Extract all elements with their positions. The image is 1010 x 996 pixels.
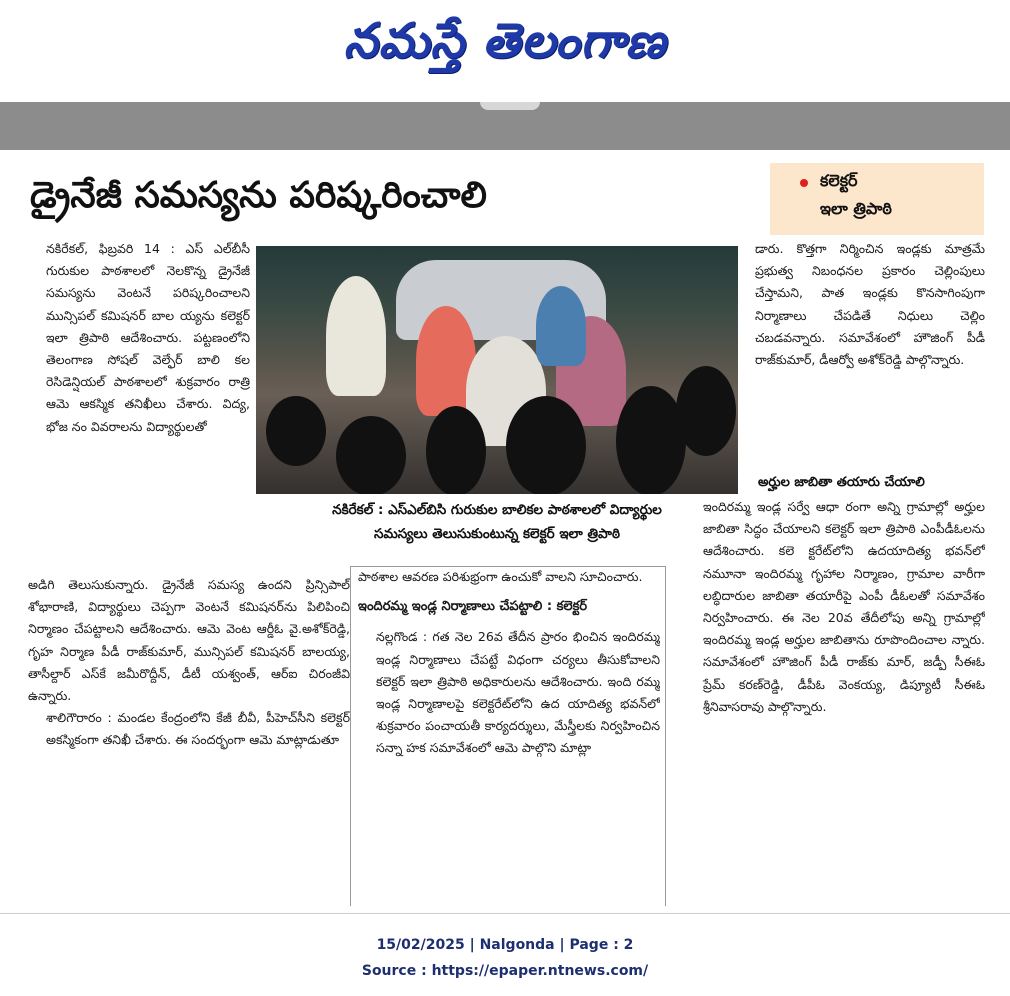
footer-date-edition: 15/02/2025 | Nalgonda | Page : 2 bbox=[376, 937, 634, 953]
paragraph: నల్లగొండ : గత నెల 26వ తేదీన ప్రారం భించిన ఇందిరమ్మ ఇండ్ల నిర్మాణాలు చేపట్టే విధంగా చర్యలు తీసుకోవాలని కలెక్టర్ ఇలా త్రిపాఠి అధికారులను ఆదేశించారు. ఇంది రమ్మ ఇండ్ల నిర్మాణాలపై కలెక్టరేట్‌లోని ఉద యాదిత్య భవన్‌లో శుక్రవారం పంచాయతీ కార్యదర్శులు, మేస్త్రీలకు నిర్వహించిన సన్నా హక సమావేశంలో ఆమె పాల్గొని మాట్లా bbox=[376, 629, 660, 756]
byline-box bbox=[770, 163, 984, 235]
photo-head bbox=[266, 396, 326, 466]
photo-person bbox=[536, 286, 586, 366]
photo-person bbox=[326, 276, 386, 396]
caption-line: సమస్యలు తెలుసుకుంటున్న కలెక్టర్ ఇలా త్రిపాఠి bbox=[374, 526, 620, 542]
paragraph: నకిరేకల్, ఫిబ్రవరి 14 : ఎస్ ఎల్‌బీసీ గురుకుల పాఠశాలలో నెలకొన్న డ్రైనేజీ సమస్యను వెంటనే పరిష్కరించాలని మున్సిపల్ కమిషనర్ బాల య్యను కలెక్టర్ ఇలా త్రిపాఠి ఆదేశించారు. పట్టణంలోని తెలంగాణ సోషల్ వెల్ఫేర్ బాలి కల రెసిడెన్షియల్ పాఠశాలలో శుక్రవారం రాత్రి ఆమె ఆకస్మిక తనిఖీలు చేశారు. విద్య, భోజ నం వివరాలను విద్యార్థులతో bbox=[46, 241, 250, 434]
article-headline: డ్రైనేజీ సమస్యను పరిష్కరించాలి bbox=[30, 175, 487, 216]
news-photo bbox=[256, 246, 738, 494]
footer bbox=[0, 932, 1010, 984]
section-divider bbox=[350, 566, 665, 567]
photo-head bbox=[506, 396, 586, 494]
page-divider bbox=[0, 913, 1010, 914]
byline-title: కలెక్టర్ bbox=[820, 171, 858, 190]
bullet-icon bbox=[800, 179, 808, 187]
photo-head bbox=[336, 416, 406, 494]
byline-name: ఇలా త్రిపాఠి bbox=[820, 199, 892, 218]
article-column-right-continued bbox=[685, 496, 985, 886]
column-divider bbox=[665, 566, 666, 906]
masthead bbox=[0, 0, 1010, 100]
article-column-right bbox=[755, 238, 985, 466]
article-column-1 bbox=[28, 238, 250, 568]
paragraph: పాఠశాల ఆవరణ పరిశుభ్రంగా ఉంచుకో వాలని సూచించారు. bbox=[358, 569, 643, 584]
newspaper-logo: నమస్తే తెలంగాణ bbox=[343, 13, 667, 69]
footer-source: Source : https://epaper.ntnews.com/ bbox=[361, 963, 649, 979]
header-band bbox=[0, 102, 1010, 150]
band-notch bbox=[480, 102, 540, 110]
paragraph: ఇందిరమ్మ ఇండ్ల సర్వే ఆధా రంగా అన్ని గ్రామాల్లో అర్హుల జాబితా సిద్ధం చేయాలని కలెక్టర్ ఇలా త్రిపాఠి ఎంపీడీఓలను ఆదేశించారు. కలె క్టరేట్‌లోని ఉదయాదిత్య భవన్‌లో నమూనా ఇందిరమ్మ గృహాల నిర్మాణం, గ్రామాల వారీగా లబ్ధిదారుల జాబితా తయారీపై ఎంపీ డీఓలతో సమావేశం నిర్వహించారు. ఈ నెల 20వ తేదీలోపు అన్ని గ్రామాల్లో ఇందిరమ్మ ఇండ్ల అర్హుల జాబితాను రూపొందించాల న్నారు. సమావేశంలో హౌజింగ్ పీడీ రాజ్‌కు మార్, జడ్పీ సీఈఓ ప్రేమ్ కరణ్‌రెడ్డి, డీపీఓ వెంకయ్య, డిప్యూటీ సీఈఓ శ్రీనివాసరావు పాల్గొన్నారు. bbox=[703, 499, 985, 714]
photo-caption bbox=[256, 498, 738, 552]
photo-head bbox=[426, 406, 486, 494]
photo-head bbox=[676, 366, 736, 456]
paragraph: డారు. కొత్తగా నిర్మించిన ఇండ్లకు మాత్రమే ప్రభుత్వ నిబంధనల ప్రకారం చెల్లింపులు చేస్తామని, పాత ఇండ్లకు కొనసాగింపుగా నిర్మాణాలు చేపడితే నిధులు చెల్లిం చబడవన్నారు. సమావేశంలో హౌజింగ్ పీడీ రాజ్‌కుమార్, డీఆర్వో అశోక్‌రెడ్డి పాల్గొన్నారు. bbox=[755, 241, 985, 368]
sub-heading: అర్హుల జాబితా తయారు చేయాలి bbox=[758, 475, 925, 490]
sub-heading: ఇందిరమ్మ ఇండ్ల నిర్మాణాలు చేపట్టాలి : కలెక్టర్ bbox=[358, 599, 588, 615]
paragraph: అడిగి తెలుసుకున్నారు. డ్రైనేజీ సమస్య ఉందని ప్రిన్సిపాల్ శోభారాణి, విద్యార్థులు చెప్పగా వెంటనే కమిషనర్‌ను పిలిపించి నిర్మాణం చేపట్టాలని ఆదేశించారు. ఆమె వెంట ఆర్డీఓ వై.అశోక్‌రెడ్డి, గృహ నిర్మాణ పీడీ రాజ్‌కుమార్, మున్సిపల్ కమిషనర్ బాలయ్య, తాసీల్దార్ ఎస్‌కే జమీరొద్దీన్, డీటీ యశ్వంత్, ఆర్ఐ చిరంజీవి ఉన్నారు. bbox=[28, 577, 350, 704]
column-divider bbox=[350, 566, 351, 906]
caption-line: నకిరేకల్ : ఎస్ఎల్‌బిసి గురుకుల బాలికల పాఠశాలలో విద్యార్థుల bbox=[332, 502, 662, 518]
article-column-1-continued bbox=[28, 574, 350, 884]
paragraph: శాలిగౌరారం : మండల కేంద్రంలోని కేజీ బీవీ, పీహెచ్‌సీని కలెక్టర్ అకస్మికంగా తనిఖీ చేశారు. ఈ సందర్భంగా ఆమె మాట్లాడుతూ bbox=[46, 710, 350, 748]
article-column-middle bbox=[358, 566, 660, 884]
